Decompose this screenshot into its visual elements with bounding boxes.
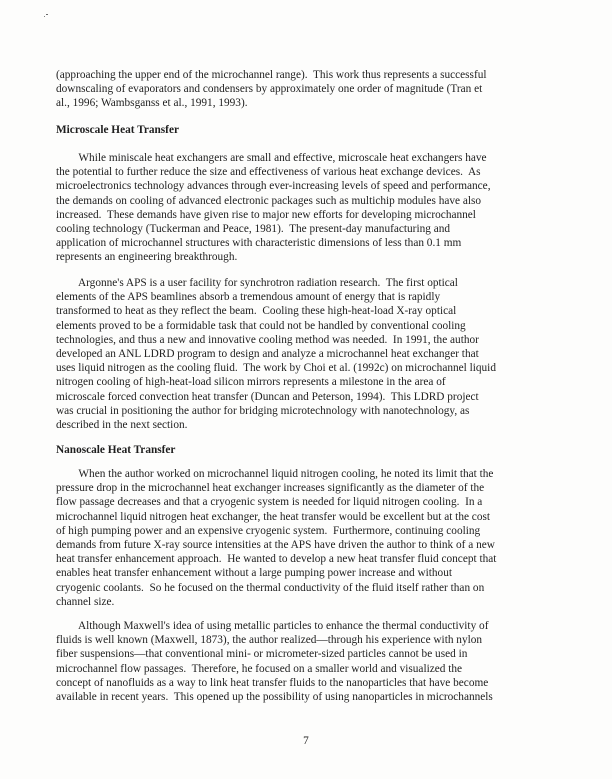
text-line: microchannel flow passages. Therefore, he focused on a smaller world and visualized the (56, 662, 463, 675)
text-line: (approaching the upper end of the microchannel range). This work thus represents a successful (56, 69, 487, 81)
text-line: heat transfer enhancement approach. He wanted to develop a new heat transfer fluid concept that (56, 553, 497, 566)
text-line: elements of the APS beamlines absorb a tremendous amount of energy that is rapidly (56, 291, 441, 304)
text-line: the potential to further reduce the size and effectiveness of various heat exchange devices. As (56, 166, 481, 179)
text-line: channel size. (56, 595, 115, 608)
text-line: described in the next section. (56, 419, 188, 432)
text-line: flow passage decreases and that a cryogenic system is needed for liquid nitrogen cooling. In a (56, 496, 483, 509)
text-line: available in recent years. This opened up the possibility of using nanoparticles in microchannels (56, 691, 493, 704)
text-line: microelectronics technology advances through ever-increasing levels of speed and performance, (56, 180, 491, 193)
section-heading-microscale: Microscale Heat Transfer (56, 124, 179, 136)
section-heading-nanoscale: Nanoscale Heat Transfer (56, 444, 176, 456)
text-line: pressure drop in the microchannel heat exchanger increases significantly as the diameter of the (56, 482, 485, 495)
microscale-paragraph-1 (56, 151, 556, 265)
text-line: concept of nanofluids as a way to link heat transfer fluids to the nanoparticles that have become (56, 676, 489, 689)
text-line: fluids is well known (Maxwell, 1873), the author realized—through his experience with nylon (56, 634, 483, 647)
text-line: uses liquid nitrogen as the cooling fluid. The work by Choi et al. (1992c) on microchannel liquid (56, 362, 496, 375)
text-line: cryogenic coolants. So he focused on the thermal conductivity of the fluid itself rather than on (56, 581, 485, 594)
text-line: was crucial in positioning the author for bridging microtechnology with nanotechnology, as (56, 404, 470, 417)
scan-speck (44, 16, 45, 17)
text-line: microchannel liquid nitrogen heat exchanger, the heat transfer would be excellent but at the cost (56, 510, 490, 523)
intro-paragraph (56, 68, 556, 111)
text-line: downscaling of evaporators and condensers by approximately one order of magnitude (Tran et (56, 83, 483, 96)
page-number: 7 (303, 735, 309, 747)
text-line: application of microchannel structures with characteristic dimensions of less than 0.1 mm (56, 237, 462, 250)
text-line: represents an engineering breakthrough. (56, 251, 238, 264)
microscale-paragraph-2 (56, 276, 556, 432)
text-line: When the author worked on microchannel liquid nitrogen cooling, he noted its limit that the (56, 468, 494, 480)
text-line: microscale forced convection heat transfer (Duncan and Peterson, 1994). This LDRD project (56, 390, 479, 403)
text-line: enables heat transfer enhancement without a large pumping power increase and without (56, 567, 452, 580)
nanoscale-paragraph-2 (56, 619, 556, 704)
text-line: increased. These demands have given rise to major new efforts for developing microchannel (56, 208, 476, 221)
text-line: nitrogen cooling of high-heat-load silicon mirrors represents a milestone in the area of (56, 376, 446, 389)
text-line: While miniscale heat exchangers are small and effective, microscale heat exchangers have (56, 152, 487, 164)
scan-speck (46, 14, 48, 15)
text-line: developed an ANL LDRD program to design and analyze a microchannel heat exchanger that (56, 348, 479, 361)
text-line: elements proved to be a formidable task that could not be handled by conventional cooling (56, 319, 466, 332)
text-line: the demands on cooling of advanced electronic packages such as multichip modules have also (56, 194, 482, 207)
text-line: Although Maxwell's idea of using metallic particles to enhance the thermal conductivity of (56, 620, 489, 632)
text-line: al., 1996; Wambsganss et al., 1991, 1993). (56, 97, 248, 110)
text-line: demands from future X-ray source intensities at the APS have driven the author to think of a new (56, 539, 495, 552)
text-line: transformed to heat as they reflect the beam. Cooling these high-heat-load X-ray optical (56, 305, 457, 318)
text-line: fiber suspensions—that conventional mini- or micrometer-sized particles cannot be used in (56, 648, 468, 661)
text-line: Argonne's APS is a user facility for synchrotron radiation research. The first optical (56, 277, 458, 289)
text-line: of high pumping power and an expensive cryogenic system. Furthermore, continuing cooling (56, 524, 481, 537)
text-line: technologies, and thus a new and innovative cooling method was needed. In 1991, the author (56, 333, 479, 346)
text-line: cooling technology (Tuckerman and Peace, 1981). The present-day manufacturing and (56, 223, 451, 236)
nanoscale-paragraph-1 (56, 467, 556, 609)
